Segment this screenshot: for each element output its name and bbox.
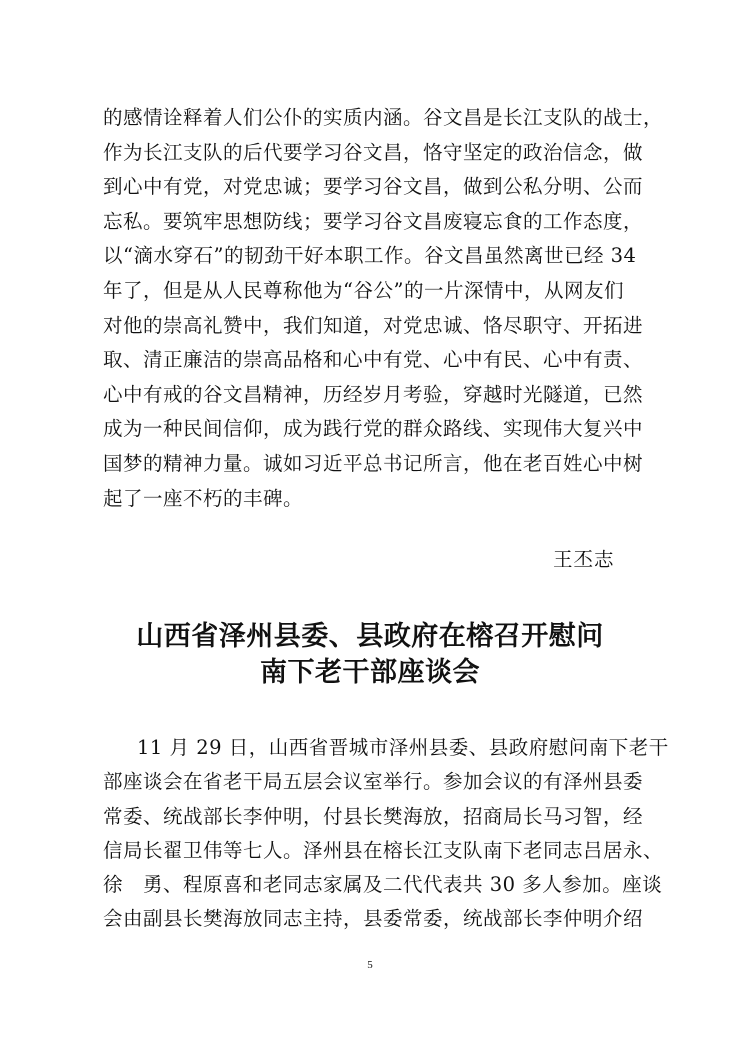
text-line: 以“滴水穿石”的韧劲干好本职工作。谷文昌虽然离世已经 34: [103, 244, 637, 268]
text-line: 徐 勇、程原喜和老同志家属及二代代表共 30 多人参加。座谈: [103, 873, 663, 897]
page-number: 5: [367, 959, 373, 971]
text-line: 的感情诠释着人们公仆的实质内涵。谷文昌是长江支队的战士，: [103, 106, 664, 129]
article-title-line-2: 南下老干部座谈会: [260, 657, 480, 688]
text-line: 成为一种民间信仰，成为践行党的群众路线、实现伟大复兴中: [103, 417, 644, 441]
text-line: 忘私。要筑牢思想防线；要学习谷文昌废寝忘食的工作态度，: [103, 209, 644, 233]
article-title-line-1: 山西省泽州县委、县政府在榕召开慰问: [136, 621, 604, 652]
text-line: 对他的崇高礼赞中，我们知道，对党忠诚、恪尽职守、开拓进: [103, 313, 644, 337]
text-line: 11 月 29 日，山西省晋城市泽州县委、县政府慰问南下老干: [137, 736, 669, 759]
article-body: [103, 731, 669, 937]
text-line: 起了一座不朽的丰碑。: [103, 486, 304, 510]
text-line: 取、清正廉洁的崇高品格和心中有党、心中有民、心中有责、: [103, 348, 644, 372]
text-line: 国梦的精神力量。诚如习近平总书记所言，他在老百姓心中树: [103, 451, 644, 475]
text-line: 常委、统战部长李仲明，付县长樊海放，招商局长马习智，经: [103, 804, 644, 828]
author-signature: 王丕志: [553, 548, 615, 571]
text-line: 心中有戒的谷文昌精神，历经岁月考验，穿越时光隧道，已然: [103, 382, 644, 406]
text-line: 年了，但是从人民尊称他为“谷公”的一片深情中，从网友们: [103, 278, 624, 302]
text-line: 作为长江支队的后代要学习谷文昌，恪守坚定的政治信念，做: [103, 140, 644, 164]
text-line: 到心中有党，对党忠诚；要学习谷文昌，做到公私分明、公而: [103, 175, 644, 199]
text-line: 会由副县长樊海放同志主持，县委常委，统战部长李仲明介绍: [103, 907, 644, 931]
text-line: 信局长翟卫伟等七人。泽州县在榕长江支队南下老同志吕居永、: [103, 838, 664, 862]
text-line: 部座谈会在省老干局五层会议室举行。参加会议的有泽州县委: [103, 770, 644, 794]
article-continuation: [103, 101, 664, 516]
